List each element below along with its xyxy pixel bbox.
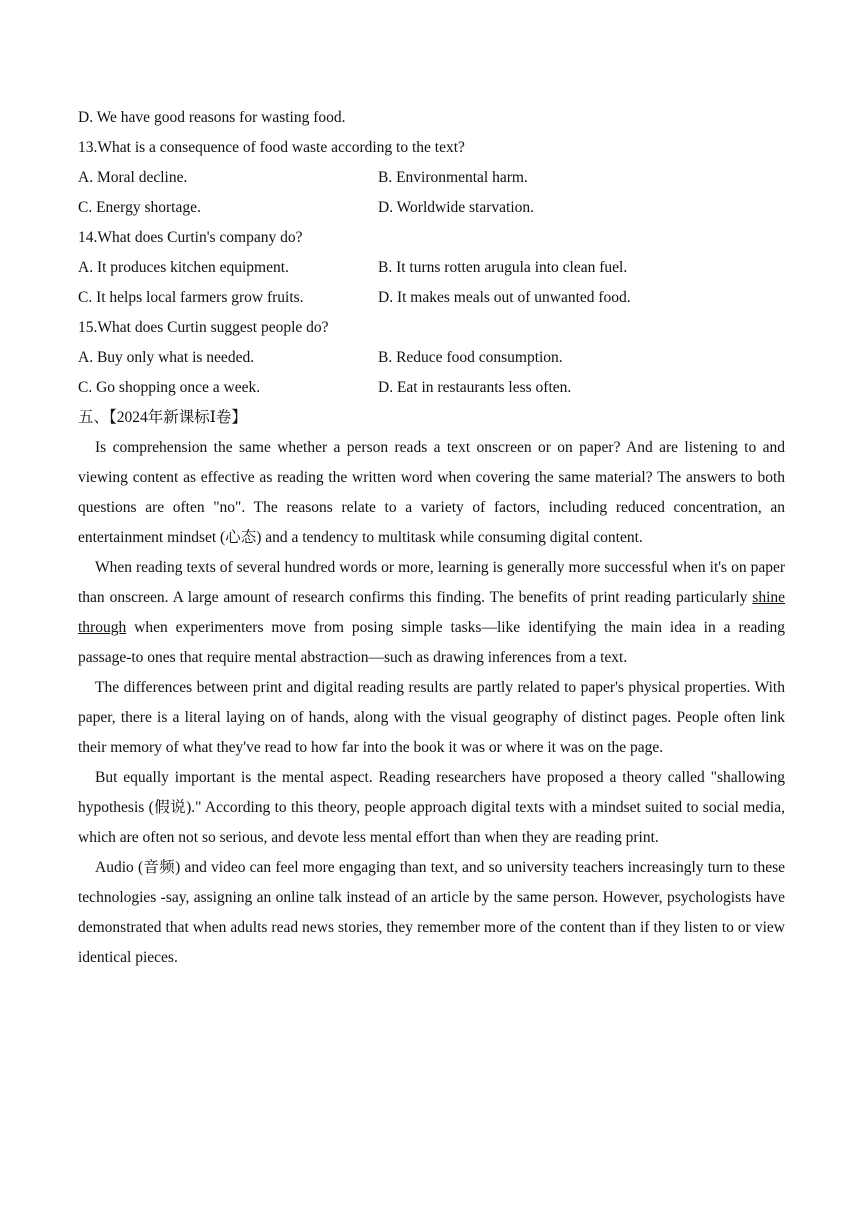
passage-paragraph-4: But equally important is the mental aspect. Reading researchers have proposed a theory called "shallowing hypothesis (假说)." According to this theory, people approach digital texts with a mindset suited to social media, which are often not so serious, and devote less mental effort than when they are reading print. (78, 769, 785, 846)
passage-paragraph-3: The differences between print and digital reading results are partly related to paper's physical properties. With paper, there is a literal laying on of hands, along with the visual geography of distinct pages. People often link their memory of what they've read to how far into the book it was or where it was on the page. (78, 679, 785, 756)
q12-option-d: D. We have good reasons for wasting food. (78, 109, 346, 126)
underlined-phrase: shine through (78, 589, 785, 636)
q14-option-a: A. It produces kitchen equipment. (78, 259, 289, 276)
q15-option-d: D. Eat in restaurants less often. (378, 379, 572, 396)
q14-option-c: C. It helps local farmers grow fruits. (78, 289, 304, 306)
q13-options-row-2 (78, 193, 785, 223)
passage-paragraph-2 (78, 553, 785, 673)
q13-option-b: B. Environmental harm. (378, 169, 528, 186)
q15-stem: 15.What does Curtin suggest people do? (78, 319, 329, 336)
q13-option-d: D. Worldwide starvation. (378, 199, 535, 216)
q15-option-a: A. Buy only what is needed. (78, 349, 255, 366)
q15-options-row-2 (78, 373, 785, 403)
passage-paragraph-5: Audio (音频) and video can feel more engaging than text, and so university teachers increasingly turn to these technologies -say, assigning an online talk instead of an article by the same person. However, psychologists have demonstrated that when adults read news stories, they remember more of the content than if they listen to or view identical pieces. (78, 859, 785, 966)
q13-option-a: A. Moral decline. (78, 169, 188, 186)
q14-option-d: D. It makes meals out of unwanted food. (378, 289, 631, 306)
paragraph-2-text-before: When reading texts of several hundred words or more, learning is generally more successful when it's on paper than onscreen. A large amount of research confirms this finding. The benefits of print reading particularly (78, 559, 785, 606)
q13-stem: 13.What is a consequence of food waste according to the text? (78, 139, 465, 156)
paragraph-2-text-after: when experimenters move from posing simple tasks—like identifying the main idea in a reading passage-to ones that require mental abstraction—such as drawing inferences from a text. (78, 619, 785, 666)
passage-paragraph-1: Is comprehension the same whether a person reads a text onscreen or on paper? And are listening to and viewing content as effective as reading the written word when covering the same material? The answers to both questions are often "no". The reasons relate to a variety of factors, including reduced concentration, an entertainment mindset (心态) and a tendency to multitask while consuming digital content. (78, 439, 785, 546)
q14-options-row-2 (78, 283, 785, 313)
q15-option-c: C. Go shopping once a week. (78, 379, 261, 396)
q13-options-row-1 (78, 163, 785, 193)
q14-stem: 14.What does Curtin's company do? (78, 229, 303, 246)
q14-options-row-1 (78, 253, 785, 283)
q14-option-b: B. It turns rotten arugula into clean fuel. (378, 259, 628, 276)
q13-option-c: C. Energy shortage. (78, 199, 201, 216)
section-heading: 五、【2024年新课标Ⅰ卷】 (78, 409, 247, 426)
document-content (78, 103, 785, 973)
q15-options-row-1 (78, 343, 785, 373)
q15-option-b: B. Reduce food consumption. (378, 349, 563, 366)
